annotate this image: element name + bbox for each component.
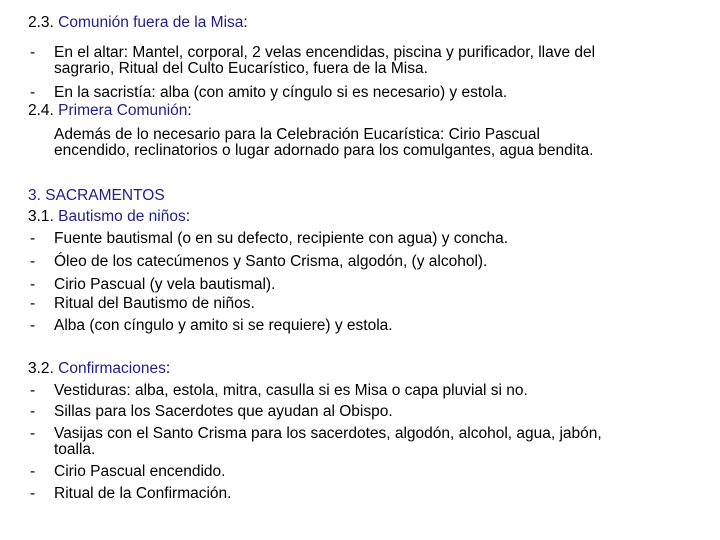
- list-item-line: Óleo de los catecúmenos y Santo Crisma, algodón, (y alcohol).: [54, 253, 488, 270]
- list-item-line: sagrario, Ritual del Culto Eucarístico, fuera de la Misa.: [54, 60, 428, 77]
- list-dash: -: [30, 382, 36, 399]
- list-dash: -: [30, 44, 36, 61]
- list-item-line: Fuente bautismal (o en su defecto, recipiente con agua) y concha.: [54, 230, 509, 247]
- heading-2-3-number: 2.3.: [28, 14, 59, 31]
- list-item-line: Vasijas con el Santo Crisma para los sacerdotes, algodón, alcohol, agua, jabón,: [54, 425, 602, 442]
- list-item-line: Cirio Pascual (y vela bautismal).: [54, 276, 276, 293]
- list-item-line: toalla.: [54, 441, 96, 458]
- section-title-sacramentos: [28, 187, 165, 205]
- heading-2-3: [28, 14, 248, 32]
- paragraph-2-4: [54, 127, 593, 159]
- list-dash: -: [30, 485, 36, 502]
- list-dash: -: [30, 276, 36, 293]
- list-item-line: Ritual del Bautismo de niños.: [54, 295, 255, 312]
- heading-3-1-title: Bautismo de niños: [58, 208, 186, 225]
- list-dash: -: [30, 463, 36, 480]
- heading-2-3-colon: :: [243, 14, 248, 31]
- heading-2-4-number: 2.4.: [28, 102, 59, 119]
- heading-3-2: [28, 360, 170, 378]
- list-dash: -: [30, 403, 36, 420]
- heading-3-2-colon: :: [165, 360, 171, 377]
- heading-3-1: [28, 208, 190, 226]
- list-item-line: Cirio Pascual encendido.: [54, 463, 226, 480]
- list-dash: -: [30, 84, 36, 101]
- list-item-line: En la sacristía: alba (con amito y cíngulo si es necesario) y estola.: [54, 84, 508, 101]
- list-item-line: Sillas para los Sacerdotes que ayudan al Obispo.: [54, 403, 393, 420]
- list-dash: -: [30, 295, 36, 312]
- heading-2-4: [28, 102, 192, 120]
- paragraph-line: Además de lo necesario para la Celebración Eucarística: Cirio Pascual: [54, 126, 540, 143]
- list-item-line: Alba (con cíngulo y amito si se requiere) y estola.: [54, 317, 393, 334]
- list-dash: -: [30, 253, 36, 270]
- list-dash: -: [30, 230, 36, 247]
- heading-3-2-number: 3.2.: [28, 360, 59, 377]
- heading-3-1-colon: :: [185, 208, 191, 225]
- heading-3-1-number: 3.1.: [28, 208, 59, 225]
- heading-2-4-title: Primera Comunión: [58, 102, 188, 119]
- list-item-line: En el altar: Mantel, corporal, 2 velas encendidas, piscina y purificador, llave del: [54, 44, 596, 61]
- heading-2-3-title: Comunión fuera de la Misa: [58, 14, 244, 31]
- list-item-line: Vestiduras: alba, estola, mitra, casulla si es Misa o capa pluvial si no.: [54, 382, 528, 399]
- paragraph-line: encendido, reclinatorios o lugar adornado para los comulgantes, agua bendita.: [54, 142, 594, 159]
- list-item-line: Ritual de la Confirmación.: [54, 485, 232, 502]
- section-title-text: 3. SACRAMENTOS: [28, 187, 165, 204]
- list-dash: -: [30, 317, 36, 334]
- list-dash: -: [30, 425, 36, 442]
- heading-2-4-colon: :: [187, 102, 192, 119]
- heading-3-2-title: Confirmaciones: [58, 360, 166, 377]
